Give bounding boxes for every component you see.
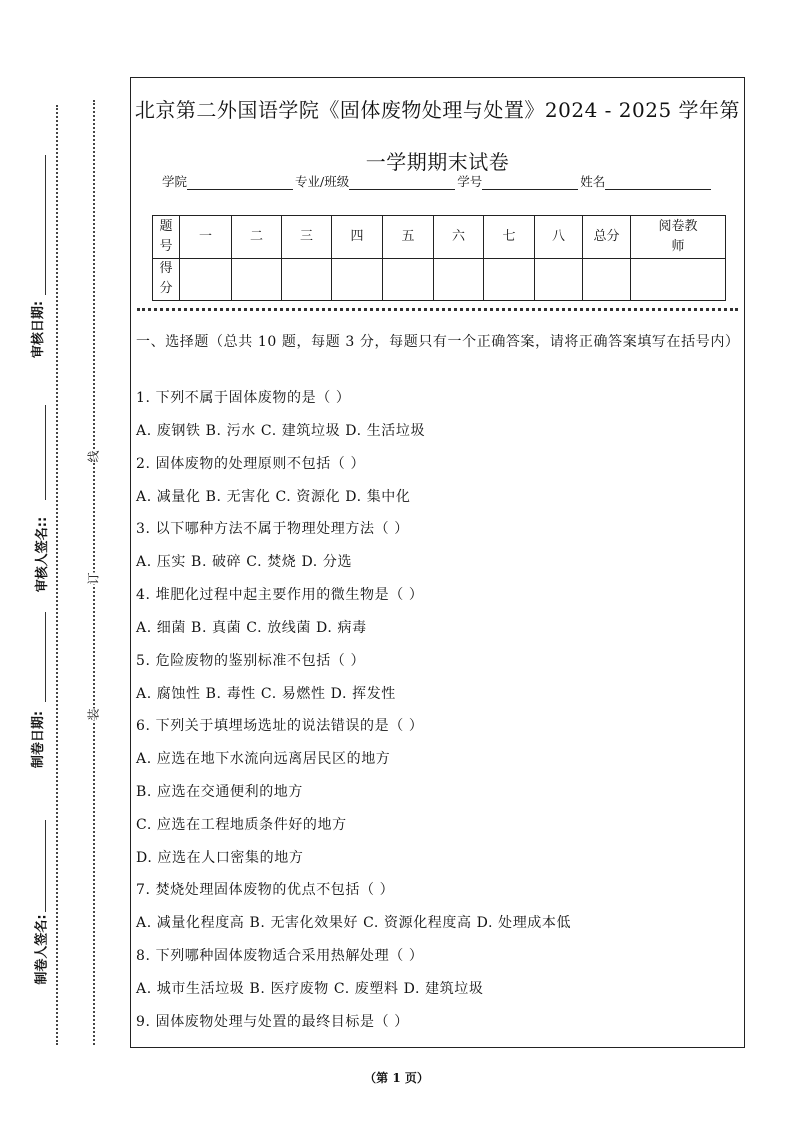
- question-6-option-b: B. 应选在交通便利的地方: [136, 784, 303, 800]
- score-table-row-label: 得分: [153, 258, 180, 301]
- score-cell[interactable]: [434, 258, 484, 301]
- score-cell[interactable]: [232, 258, 282, 301]
- score-cell[interactable]: [332, 258, 383, 301]
- score-table-row-label: 题号: [153, 216, 180, 259]
- score-table-col: 六: [434, 216, 484, 259]
- binding-dotted-line-outer: [56, 105, 58, 1045]
- reviewer-sign-line: [45, 405, 46, 500]
- page-number: （第 1 页）: [364, 1071, 429, 1085]
- college-field[interactable]: [187, 176, 293, 190]
- question-3-options: A. 压实 B. 破碎 C. 焚烧 D. 分选: [136, 554, 353, 570]
- maker-sign-line: [45, 820, 46, 912]
- score-cell-total[interactable]: [583, 258, 631, 301]
- name-label: 姓名: [580, 174, 606, 189]
- question-6-option-c: C. 应选在工程地质条件好的地方: [136, 817, 347, 833]
- question-1-options: A. 废钢铁 B. 污水 C. 建筑垃圾 D. 生活垃圾: [136, 423, 426, 439]
- score-cell[interactable]: [282, 258, 332, 301]
- score-cell[interactable]: [180, 258, 232, 301]
- maker-date-line: [45, 612, 46, 702]
- score-table-col: 四: [332, 216, 383, 259]
- section1-intro: 一、选择题（总共 10 题，每题 3 分，每题只有一个正确答案，请将正确答案填写在括号内）: [136, 334, 740, 350]
- score-table-col: 八: [535, 216, 583, 259]
- name-field[interactable]: [605, 176, 711, 190]
- reviewer-date-line: [45, 155, 46, 295]
- question-4-options: A. 细菌 B. 真菌 C. 放线菌 D. 病毒: [136, 620, 367, 636]
- major-field[interactable]: [349, 176, 455, 190]
- score-cell[interactable]: [484, 258, 535, 301]
- score-table: [152, 215, 726, 301]
- score-table-col-grader: 阅卷教师: [631, 216, 726, 259]
- question-6-option-d: D. 应选在人口密集的地方: [136, 850, 304, 866]
- student-id-label: 学号: [457, 174, 483, 189]
- maker-date-label: 制卷日期:: [31, 710, 47, 769]
- college-label: 学院: [162, 174, 188, 189]
- score-table-col-total: 总分: [583, 216, 631, 259]
- question-8-options: A. 城市生活垃圾 B. 医疗废物 C. 废塑料 D. 建筑垃圾: [136, 981, 484, 997]
- student-id-field[interactable]: [482, 176, 578, 190]
- score-table-header-row: [153, 216, 726, 259]
- reviewer-date-label: 审核日期:: [31, 300, 47, 359]
- question-8-stem: 8. 下列哪种固体废物适合采用热解处理（ ）: [136, 948, 424, 964]
- exam-title-line1: 北京第二外国语学院《固体废物处理与处置》2024 - 2025 学年第: [134, 98, 741, 122]
- question-7-options: A. 减量化程度高 B. 无害化效果好 C. 资源化程度高 D. 处理成本低: [136, 915, 572, 931]
- question-5-stem: 5. 危险废物的鉴别标准不包括（ ）: [136, 653, 366, 669]
- student-info-row: [162, 172, 713, 190]
- binding-mark-zhuang: 装: [86, 708, 101, 721]
- score-table-col: 七: [484, 216, 535, 259]
- maker-sign-label: 制卷人签名:: [34, 914, 50, 985]
- question-9-stem: 9. 固体废物处理与处置的最终目标是（ ）: [136, 1014, 409, 1030]
- binding-mark-ding: 订: [86, 572, 101, 585]
- question-5-options: A. 腐蚀性 B. 毒性 C. 易燃性 D. 挥发性: [136, 686, 396, 702]
- dotted-separator: [137, 308, 738, 311]
- binding-mark-line: 线: [86, 450, 101, 463]
- score-cell[interactable]: [535, 258, 583, 301]
- question-3-stem: 3. 以下哪种方法不属于物理处理方法（ ）: [136, 521, 409, 537]
- score-table-score-row: [153, 258, 726, 301]
- question-6-stem: 6. 下列关于填埋场选址的说法错误的是（ ）: [136, 718, 424, 734]
- question-2-stem: 2. 固体废物的处理原则不包括（ ）: [136, 456, 366, 472]
- question-7-stem: 7. 焚烧处理固体废物的优点不包括（ ）: [136, 882, 395, 898]
- score-table-col: 五: [383, 216, 434, 259]
- score-cell[interactable]: [383, 258, 434, 301]
- question-4-stem: 4. 堆肥化过程中起主要作用的微生物是（ ）: [136, 587, 424, 603]
- question-6-option-a: A. 应选在地下水流向远离居民区的地方: [136, 751, 391, 767]
- major-label: 专业/班级: [295, 174, 350, 189]
- reviewer-sign-label: 审核人签名::: [35, 516, 51, 593]
- exam-title-line2: 一学期期末试卷: [365, 150, 510, 174]
- score-table-col: 一: [180, 216, 232, 259]
- score-table-col: 三: [282, 216, 332, 259]
- score-table-col: 二: [232, 216, 282, 259]
- question-2-options: A. 减量化 B. 无害化 C. 资源化 D. 集中化: [136, 489, 411, 505]
- score-cell-grader[interactable]: [631, 258, 726, 301]
- question-1-stem: 1. 下列不属于固体废物的是（ ）: [136, 390, 351, 406]
